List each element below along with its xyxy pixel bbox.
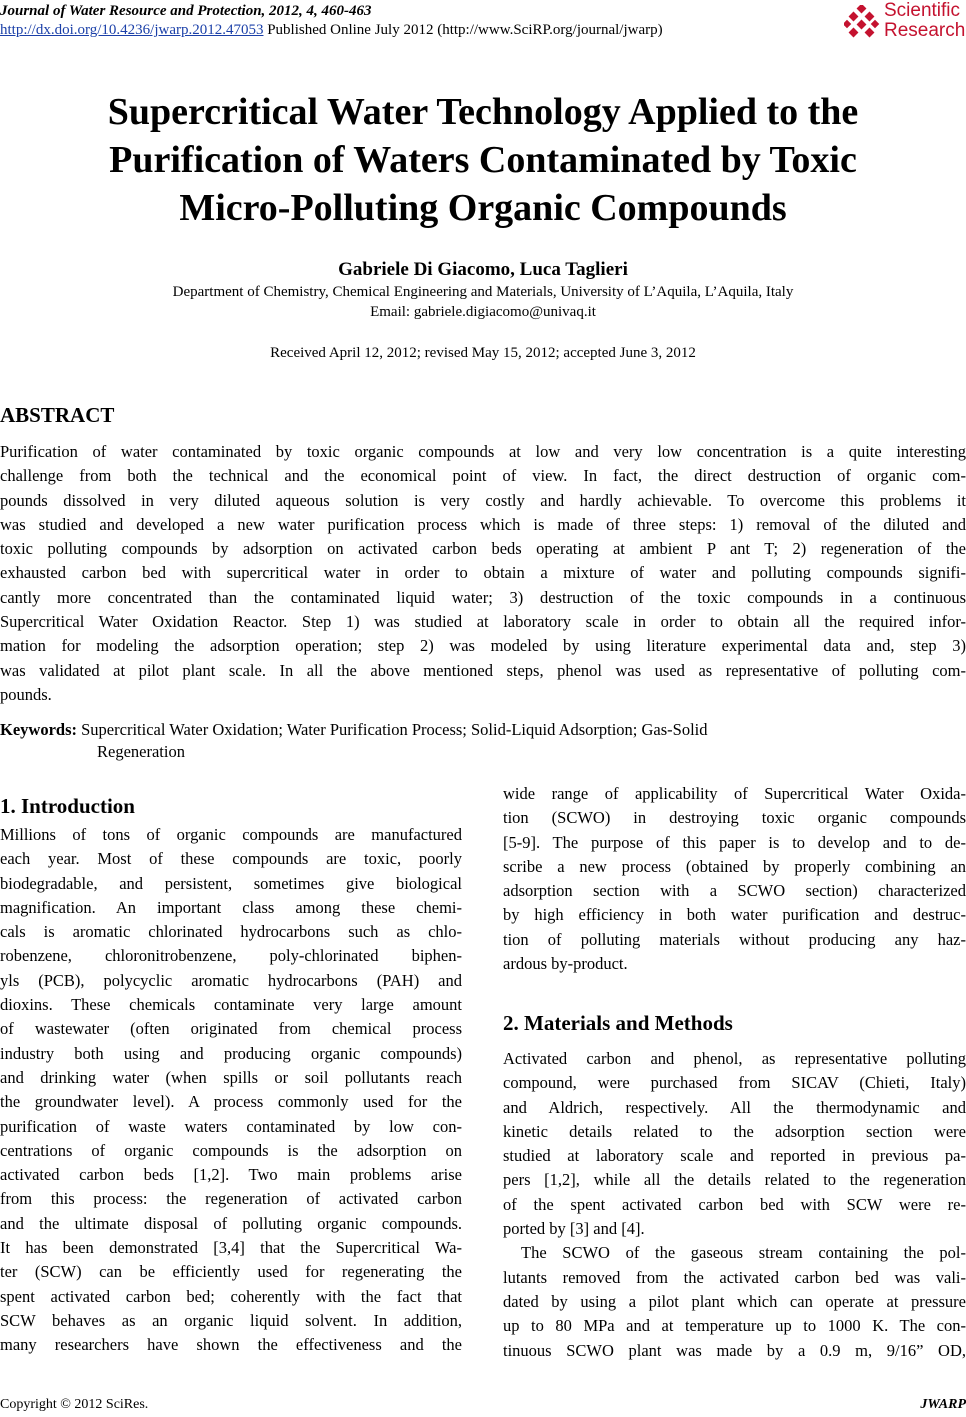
body-line: yls (PCB), polycyclic aromatic hydrocarbons (PAH) and — [0, 970, 462, 990]
body-line: ter (SCW) can be efficiently used for regenerating the — [0, 1262, 462, 1282]
body-line: the groundwater level). A process commonly used for the — [0, 1092, 462, 1112]
body-line: studied at laboratory scale and reported in previous pa- — [503, 1146, 966, 1166]
body-line: dated by using a pilot plant which can operate at pressure — [503, 1291, 966, 1311]
keywords — [0, 718, 708, 742]
abstract-line: challenge from both the technical and the economical point of view. In fact, the direct destruction of organic com- — [0, 466, 966, 486]
body-line: from this process: the regeneration of activated carbon — [0, 1189, 462, 1209]
body-line: and Aldrich, respectively. All the thermodynamic and — [503, 1097, 966, 1117]
body-line: cals is aromatic chlorinated hydrocarbons such as chlo- — [0, 922, 462, 942]
body-line: The SCWO of the gaseous stream containing the pol- — [521, 1243, 966, 1263]
body-line: ardous by-product. — [503, 954, 628, 974]
section-1-heading: 1. Introduction — [0, 794, 135, 818]
doi-link[interactable]: http://dx.doi.org/10.4236/jwarp.2012.47053 — [0, 22, 264, 38]
body-line: It has been demonstrated [3,4] that the Supercritical Wa- — [0, 1238, 462, 1258]
body-line: wide range of applicability of Supercritical Water Oxida- — [503, 784, 966, 803]
body-line: Activated carbon and phenol, as representative polluting — [503, 1049, 966, 1068]
journal-citation: Journal of Water Resource and Protection, 2012, 4, 460-463 — [0, 3, 372, 19]
body-line: spent activated carbon bed; coherently with the fact that — [0, 1286, 462, 1306]
body-line: [5-9]. The purpose of this paper is to develop and to de- — [503, 832, 966, 852]
title-line: Supercritical Water Technology Applied to the — [107, 91, 859, 133]
body-line: industry both using and producing organic compounds) — [0, 1043, 462, 1063]
body-line: and drinking water (when spills or soil pollutants reach — [0, 1067, 462, 1087]
left-column — [0, 823, 462, 1358]
keywords-continued: Regeneration — [97, 742, 185, 761]
logo-mark-icon — [844, 5, 880, 41]
received-dates: Received April 12, 2012; revised May 15, 2012; accepted June 3, 2012 — [270, 345, 696, 361]
abstract-line: mation for modeling the adsorption operation; step 2) was modeled by using literature experimental data and, step 3) — [0, 636, 966, 656]
body-line: tion (SCWO) in destroying toxic organic compounds — [503, 808, 966, 828]
affiliation: Department of Chemistry, Chemical Engineering and Materials, University of L’Aquila, L’Aquila, Italy — [172, 284, 794, 300]
publisher-logo — [844, 2, 964, 46]
abstract-line: Supercritical Water Oxidation Reactor. Step 1) was studied at laboratory scale in order to obtain all the required infor- — [0, 612, 966, 632]
body-line: kinetic details related to the adsorption section were — [503, 1121, 966, 1141]
right-column — [503, 782, 966, 976]
body-line: ported by [3] and [4]. — [503, 1219, 645, 1239]
body-line: scribe a new process (obtained by properly combining an — [503, 856, 966, 876]
abstract-line: toxic polluting compounds by adsorption on activated carbon beds operating at ambient P ant T; 2) regeneration of the — [0, 539, 966, 559]
abstract-heading: ABSTRACT — [0, 403, 115, 427]
body-line: of the spent activated carbon bed with SCW were re- — [503, 1194, 966, 1214]
body-line: activated carbon beds [1,2]. Two main problems arise — [0, 1165, 462, 1185]
body-line: each year. Most of these compounds are toxic, poorly — [0, 849, 462, 869]
body-line: lutants removed from the activated carbon bed was vali- — [503, 1267, 966, 1287]
title-line: Purification of Waters Contaminated by Toxic — [109, 139, 857, 181]
published-note: Published Online July 2012 (http://www.SciRP.org/journal/jwarp) — [263, 22, 663, 38]
body-line: by high efficiency in both water purification and destruc- — [503, 905, 966, 925]
body-line: biodegradable, and persistent, sometimes give biological — [0, 873, 462, 893]
journal-abbrev: JWARP — [920, 1397, 966, 1412]
body-line: adsorption section with a SCWO section) characterized — [503, 881, 966, 901]
body-line: pers [1,2], while all the details related to the regeneration — [503, 1170, 966, 1190]
body-line: dioxins. These chemicals contaminate very large amount — [0, 995, 462, 1015]
copyright: Copyright © 2012 SciRes. — [0, 1397, 149, 1412]
paper-title — [0, 88, 966, 232]
abstract-line: Purification of water contaminated by toxic organic compounds at low and very low concentration is a quite interesting — [0, 442, 966, 461]
abstract-line: was studied and developed a new water purification process which is made of three steps: 1) removal of the diluted and — [0, 514, 966, 534]
email: Email: gabriele.digiacomo@univaq.it — [370, 304, 596, 320]
body-line: and the ultimate disposal of polluting organic compounds. — [0, 1213, 462, 1233]
abstract-line: cantly more concentrated than the contaminated liquid water; 3) destruction of the toxic compounds in a continuous — [0, 587, 966, 607]
logo-text — [884, 1, 965, 41]
section-2-heading: 2. Materials and Methods — [503, 1011, 733, 1035]
doi-line — [0, 22, 663, 39]
logo-line-1: Scientific — [884, 0, 961, 21]
body-line: up to 80 MPa and at temperature up to 1000 K. The con- — [503, 1316, 966, 1336]
body-line: centrations of organic compounds is the adsorption on — [0, 1140, 462, 1160]
body-line: magnification. An important class among these chemi- — [0, 897, 462, 917]
keywords-text: Supercritical Water Oxidation; Water Purification Process; Solid-Liquid Adsorption; Gas-Solid — [77, 720, 708, 739]
body-line: SCW behaves as an organic liquid solvent. In addition, — [0, 1310, 462, 1330]
body-line: compound, were purchased from SICAV (Chieti, Italy) — [503, 1073, 966, 1093]
abstract-line: was validated at pilot plant scale. In all the above mentioned steps, phenol was used as representative of polluting com- — [0, 660, 966, 680]
abstract-body — [0, 440, 966, 707]
title-line: Micro-Polluting Organic Compounds — [179, 187, 787, 229]
abstract-line: exhausted carbon bed with supercritical water in order to obtain a mixture of water and polluting compounds signifi- — [0, 563, 966, 583]
body-line: many researchers have shown the effectiveness and the — [0, 1335, 462, 1355]
body-line: robenzene, chloronitrobenzene, poly-chlorinated biphen- — [0, 946, 462, 966]
body-line: Millions of tons of organic compounds are manufactured — [0, 825, 462, 844]
body-line: tinuous SCWO plant was made by a 0.9 m, 9/16” OD, — [503, 1340, 966, 1360]
abstract-line: pounds. — [0, 684, 52, 704]
body-line: tion of polluting materials without producing any haz- — [503, 929, 966, 949]
keywords-label: Keywords: — [0, 720, 77, 739]
logo-line-2: Research — [884, 20, 966, 41]
body-line: of wastewater (often originated from chemical process — [0, 1019, 462, 1039]
authors: Gabriele Di Giacomo, Luca Taglieri — [338, 259, 628, 280]
body-line: purification of waste waters contaminated by low con- — [0, 1116, 462, 1136]
abstract-line: pounds dissolved in very diluted aqueous solution is very costly and hardly achievable. To overcome this problems it — [0, 490, 966, 510]
section-2-body — [503, 1047, 966, 1363]
